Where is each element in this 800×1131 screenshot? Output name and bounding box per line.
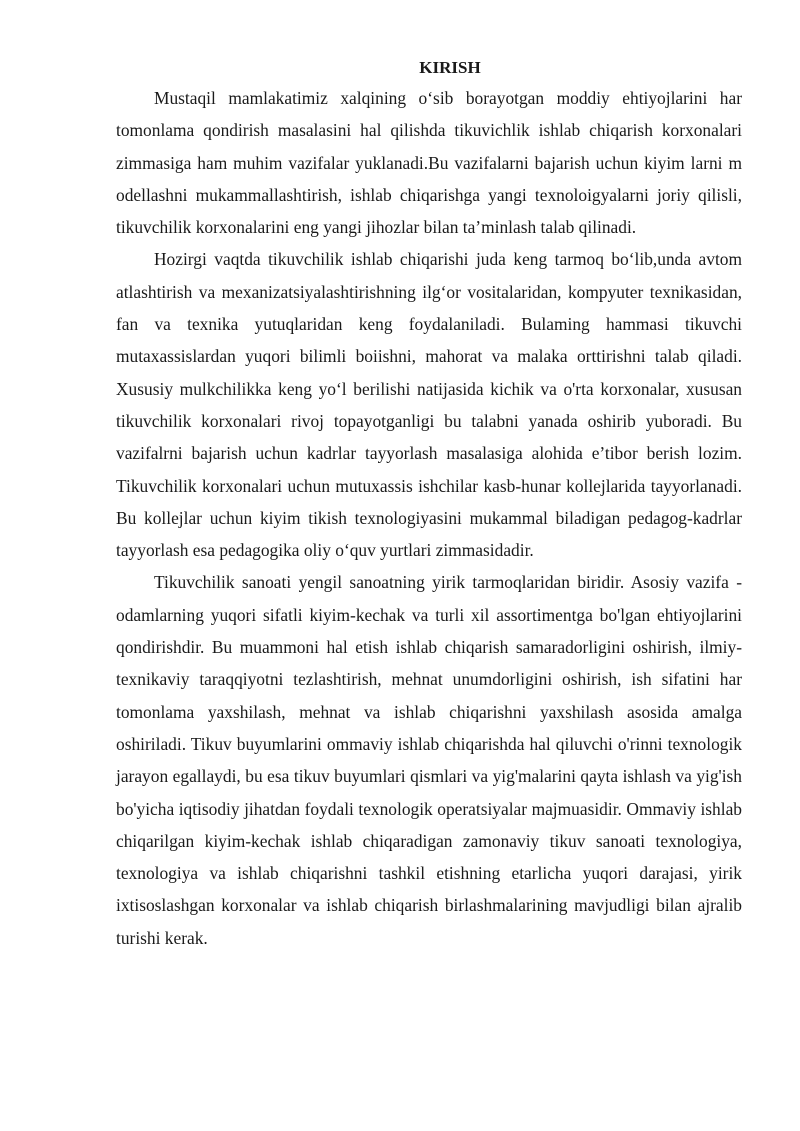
paragraph-current-state: Hozirgi vaqtda tikuvchilik ishlab chiqarishi juda keng tarmoq bo‘lib,unda avtom atlashtirish va mexanizatsiyalashtirishning ilg‘or vositalaridan, kompyuter texnikasidan, fan va texnika yutuqlaridan keng foydalaniladi. Bulaming hammasi tikuvchi mutaxassislardan yuqori bilimli boiishni, mahorat va malaka orttirishni talab qiladi. Xususiy mulkchilikka keng yo‘l berilishi natijasida kichik va o'rta korxonalar, xususan tikuvchilik korxonalari rivoj topayotganligi bu talabni yanada oshirib yuboradi. Bu vazifalrni bajarish uchun kadrlar tayyorlash masalasiga alohida e’tibor berish lozim. Tikuvchilik korxonalari uchun mutuxassis ishchilar kasb-hunar kollejlarida tayyorlanadi. Bu kollejlar uchun kiyim tikish texnologiyasini mukammal biladigan pedagog-kadrlar tayyorlash esa pedagogika oliy o‘quv yurtlari zimmasidadir.: [116, 249, 742, 561]
document-title: KIRISH: [419, 58, 481, 77]
paragraph-industry: Tikuvchilik sanoati yengil sanoatning yirik tarmoqlaridan biridir. Asosiy vazifa - odamlarning yuqori sifatli kiyim-kechak va turli xil assortimentga bo'lgan ehtiyojlarini qondirishdir. Bu muammoni hal etish ishlab chiqarish samaradorligini oshirish, ilmiy-texnikaviy taraqqiyotni tezlashtirish, mehnat unumdorligini oshirish, ish sifatini har tomonlama yaxshilash, mehnat va ishlab chiqarishni yaxshilash asosida amalga oshiriladi. Tikuv buyumlarini ommaviy ishlab chiqarishda hal qiluvchi o'rinni texnologik jarayon egallaydi, bu esa tikuv buyumlari qismlari va yig'malarini qayta ishlash va yig'ish bo'yicha iqtisodiy jihatdan foydali texnologik operatsiyalar majmuasidir. Ommaviy ishlab chiqarilgan kiyim-kechak ishlab chiqaradigan zamonaviy tikuv sanoati texnologiya, texnologiya va ishlab chiqarishni tashkil etishning etarlicha yuqori darajasi, yirik ixtisoslashgan korxonalar va ishlab chiqarish birlashmalarining mavjudligi bilan ajralib turishi kerak.: [116, 572, 742, 948]
paragraph-intro: Mustaqil mamlakatimiz xalqining o‘sib borayotgan moddiy ehtiyojlarini har tomonlama qondirish masalasini hal qilishda tikuvichlik ishlab chiqarish korxonalari zimmasiga ham muhim vazifalar yuklanadi.Bu vazifalarni bajarish uchun kiyim larni m odellashni mukammallashtirish, ishlab chiqarishga yangi texnoloigyalarni joriy qilisli, tikuvchilik korxonalarini eng yangi jihozlar bilan ta’minlash talab qilinadi.: [116, 88, 742, 238]
document-page: [116, 55, 742, 954]
